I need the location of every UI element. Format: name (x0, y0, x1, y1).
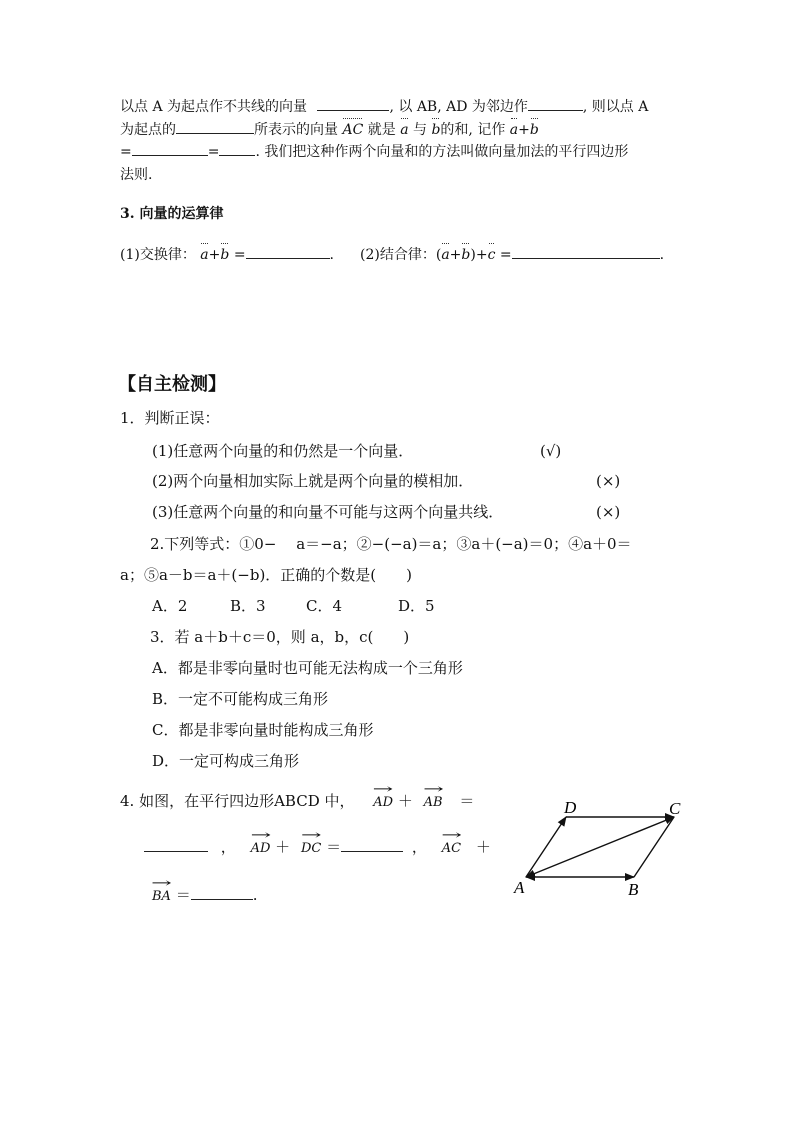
plus-sign: + (449, 247, 462, 263)
vector-ac: AC (342, 122, 364, 138)
q3-option-c[interactable]: C．都是非零向量时能构成三角形 (152, 721, 374, 739)
edge-ad (526, 817, 566, 877)
plus-sign: + (518, 122, 530, 138)
q1-item-mark: (×) (596, 472, 621, 490)
text-segment: 所表示的向量 (254, 122, 338, 138)
parallelogram-figure (508, 793, 708, 913)
section2-line4 (120, 166, 152, 184)
text-segment: , 则以点 A (582, 99, 649, 115)
paren: )+ (470, 247, 488, 263)
plus-sign: ＋ (475, 838, 491, 856)
question-4-line3 (152, 886, 258, 906)
question-1: 1．判断正误： (120, 409, 220, 427)
question-4-line1 (120, 792, 474, 812)
q3-option-b[interactable]: B．一定不可能构成三角形 (152, 690, 329, 708)
q3-option-d[interactable]: D．一定可构成三角形 (152, 752, 300, 770)
section2-line3 (120, 143, 628, 161)
text-segment: ， (220, 838, 236, 856)
label-c: C (669, 799, 681, 818)
plus-sign: + (208, 247, 221, 263)
answer-blank[interactable] (317, 98, 389, 111)
vector-a: a (441, 247, 450, 263)
q1-item-mark: (√) (540, 442, 562, 460)
answer-blank[interactable] (176, 121, 254, 134)
answer-blank[interactable] (219, 143, 255, 156)
vector-b: b (529, 122, 539, 138)
text-segment: (2)结合律： (360, 247, 436, 263)
label-b: B (628, 880, 639, 899)
answer-blank[interactable] (528, 98, 583, 111)
vector-b: b (461, 247, 471, 263)
q1-item-text: (1)任意两个向量的和仍然是一个向量． (152, 442, 414, 460)
answer-blank[interactable] (341, 839, 403, 852)
text-segment: . (659, 247, 665, 263)
q3-option-a[interactable]: A．都是非零向量时也可能无法构成一个三角形 (152, 659, 463, 677)
vector-b: b (220, 247, 230, 263)
answer-blank[interactable] (144, 839, 208, 852)
label-d: D (564, 798, 577, 817)
equals-sign: = (499, 247, 512, 263)
q2-option-a[interactable]: A．2 (152, 597, 188, 615)
plus-sign: ＋ (397, 792, 413, 810)
text-segment: . (252, 886, 258, 904)
associative-law (360, 246, 664, 264)
text-segment: 4. 如图，在平行四边形ABCD 中， (120, 792, 355, 810)
text-segment: ， (411, 838, 427, 856)
q2-option-c[interactable]: C．4 (306, 597, 343, 615)
answer-blank[interactable] (191, 887, 253, 900)
text-segment: 法则. (120, 167, 153, 183)
vector-ad: → AD (251, 840, 271, 858)
text-segment: 为起点的 (120, 122, 176, 138)
q2-option-d[interactable]: D．5 (398, 597, 435, 615)
paren: ( (435, 247, 442, 263)
vector-ab: → AB (424, 794, 443, 812)
vector-a: a (400, 122, 409, 138)
edge-bc (634, 817, 674, 877)
text-segment: 与 (413, 122, 427, 138)
text-segment: (1)交换律： (120, 247, 196, 263)
q1-item-text: (3)任意两个向量的和向量不可能与这两个向量共线． (152, 503, 504, 521)
question-4-line2 (144, 838, 491, 858)
diagonal-ac (526, 817, 674, 877)
vector-c: c (487, 247, 496, 263)
vector-dc: → DC (301, 840, 321, 858)
equals-sign: = (207, 144, 220, 160)
vector-ac: → AC (442, 840, 461, 858)
q1-item-mark: (×) (596, 503, 621, 521)
answer-blank[interactable] (246, 246, 330, 259)
equals-sign: = (120, 144, 132, 160)
self-check-heading: 【自主检测】 (118, 374, 226, 395)
question-3: 3．若 a＋b＋c＝0，则 a，b，c( ) (150, 628, 410, 646)
equals-sign: ＝ (459, 792, 475, 810)
section2-line2 (120, 121, 539, 139)
text-segment: . (329, 247, 334, 263)
plus-sign: ＋ (275, 838, 291, 856)
vector-ba: → BA (152, 888, 171, 906)
label-a: A (514, 878, 525, 897)
answer-blank[interactable] (512, 246, 660, 259)
text-segment: 就是 (367, 122, 396, 138)
text-segment: , 以 AB, AD 为邻边作 (389, 99, 528, 115)
q2-option-b[interactable]: B．3 (230, 597, 266, 615)
question-2-line2: a；⑤a－b＝a＋(−b)．正确的个数是( ) (120, 566, 413, 584)
equals-sign: = (233, 247, 246, 263)
text-segment: . 我们把这种作两个向量和的方法叫做向量加法的平行四边形 (255, 144, 629, 160)
vector-a: a (509, 122, 519, 138)
commutative-law (120, 246, 334, 264)
equals-sign: ＝ (175, 886, 191, 904)
equals-sign: ＝ (326, 838, 342, 856)
vector-ad: → AD (373, 794, 393, 812)
answer-blank[interactable] (132, 143, 208, 156)
text-segment: 以点 A 为起点作不共线的向量 (120, 99, 308, 115)
text-segment: 的和, 记作 (440, 122, 506, 138)
question-2-line1: 2.下列等式：①0− a＝−a；②−(−a)＝a；③a＋(−a)＝0；④a＋0＝ (150, 535, 632, 553)
vector-a: a (200, 247, 209, 263)
vector-b: b (431, 122, 441, 138)
q1-item-text: (2)两个向量相加实际上就是两个向量的模相加． (152, 472, 474, 490)
section2-line1 (120, 98, 648, 116)
section3-title: 3. 向量的运算律 (120, 206, 224, 222)
